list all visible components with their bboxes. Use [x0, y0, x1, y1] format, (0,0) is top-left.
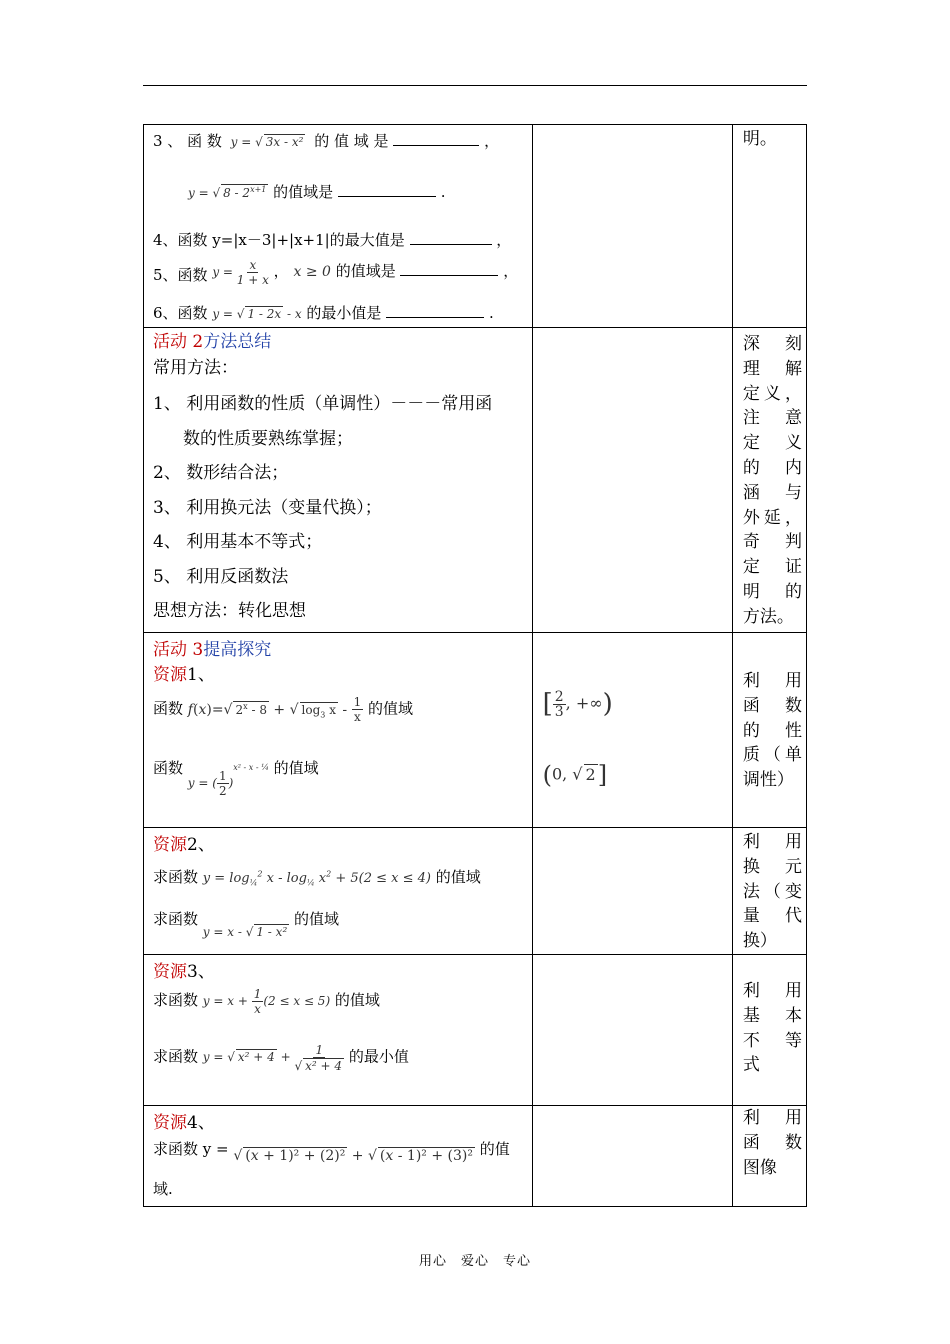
note-line: 深 刻: [742, 334, 802, 354]
note-line: 奇 判: [742, 532, 802, 553]
methods-list: [153, 387, 526, 629]
activity-name: 方法总结: [203, 332, 272, 352]
note-line: 利 用: [742, 980, 802, 1001]
answer-blank[interactable]: [400, 261, 498, 276]
note-line: 图像: [742, 1157, 777, 1178]
resource-2-label: [153, 830, 215, 855]
formula-r2b: y = x - √ 1 - x²: [202, 925, 288, 939]
note-line: 注 意: [742, 408, 802, 429]
note-line: 定义，: [742, 383, 802, 404]
content-cell: [144, 328, 533, 633]
question-label: 函数: [153, 759, 184, 777]
formula-3b: y = √ $8 - 2^{x+1}$: [188, 185, 267, 200]
question-suffix: 的值域: [334, 990, 380, 1009]
resource-number: 2、: [187, 835, 215, 855]
question-label: 求函数: [153, 990, 199, 1009]
content-cell: [144, 125, 533, 328]
table-row: [144, 125, 807, 328]
question-suffix: 的值域: [435, 868, 481, 886]
lesson-table: [143, 124, 807, 1207]
note-line: 定 证: [742, 557, 802, 578]
note-line: 方法。: [742, 606, 794, 627]
note-line: 量 代: [742, 906, 802, 927]
problem-6-text: 的最小值是: [306, 304, 382, 322]
resource-word: 资源: [153, 1112, 187, 1133]
thought-method: 思想方法：转化思想: [153, 601, 306, 621]
note-line: 的 内: [742, 457, 802, 478]
punct: ，: [273, 262, 289, 280]
activity-2-title: [153, 330, 526, 354]
formula-r3a: y = x + $\frac{1}{x}$ (2 ≤ x ≤ 5): [202, 986, 331, 1016]
activity-3-title: [153, 635, 271, 660]
answer-cell: [532, 954, 732, 1105]
answer-cell: [532, 328, 732, 633]
formula-r1b: y = ( 1 2 )x² - x - ¼: [187, 763, 269, 798]
resource-number: 4、: [187, 1112, 215, 1133]
note-line: 利 用: [742, 1107, 802, 1128]
note-line: 质（单: [742, 745, 802, 766]
note-line: 明 的: [742, 581, 802, 602]
header-rule: [143, 85, 807, 86]
methods-intro: 常用方法：: [153, 358, 238, 378]
resource-word: 资源: [153, 961, 187, 982]
problem-4: 4、函数 y=|x－3|+|x+1|的最大值是: [153, 231, 405, 249]
formula-3a: y = √ 3x - x²: [230, 135, 304, 149]
note-line: 利 用: [742, 832, 802, 852]
table-row: [144, 1105, 807, 1206]
note-line: 函 数: [742, 1132, 802, 1153]
page-footer: 用心 爱心 专心: [418, 1254, 531, 1269]
resource-1-label: [153, 660, 215, 685]
method-1: 1、 利用函数的性质（单调性）－－－常用函: [153, 394, 493, 414]
question-label: 求函数: [153, 910, 199, 928]
problem-3-text-b: 的值域是: [273, 183, 334, 201]
problem-3-text: 的 值 域 是: [314, 132, 389, 150]
note-line: 涵 与: [742, 482, 802, 503]
question-label: 求函数: [153, 1047, 199, 1066]
answer-cell: [532, 125, 732, 328]
note-line: 理 解: [742, 358, 802, 379]
resource-number: 1、: [187, 665, 215, 685]
question-suffix: 的值: [479, 1139, 510, 1158]
method-5: 5、 利用反函数法: [153, 566, 289, 587]
resource-3-label: [153, 957, 215, 982]
formula-r4: √ (x + 1)² + (2)² + √ (x - 1)² + (3)²: [233, 1147, 473, 1164]
answer-2: (0, √ 2]: [542, 761, 608, 789]
note-line: 式: [742, 1055, 760, 1076]
note-cell: [732, 633, 806, 828]
formula-r3b: y = √ x² + 4 + $\frac{1}{\text{√ x² + 4}}$: [202, 1042, 343, 1073]
punct: ，: [484, 132, 500, 150]
punct: ，: [503, 262, 519, 280]
note-line: 定 义: [742, 433, 802, 454]
content-cell: [144, 1105, 533, 1206]
content-cell: [144, 828, 533, 955]
note-line: 换 元: [742, 856, 802, 877]
answer-cell: [532, 1105, 732, 1206]
activity-number: 活动 3: [153, 640, 204, 660]
answer-blank[interactable]: [410, 230, 492, 245]
note-text: 明。: [742, 129, 777, 149]
condition-5: x ≥ 0: [293, 264, 331, 280]
answer-cell: [532, 828, 732, 955]
answer-blank[interactable]: [393, 131, 479, 146]
question-label: 求函数 y =: [153, 1139, 229, 1158]
method-1-cont: 数的性质要熟练掌握；: [183, 428, 353, 449]
punct: .: [440, 183, 446, 201]
resource-word: 资源: [153, 665, 187, 685]
punct: .: [488, 304, 494, 322]
question-suffix: 的最小值: [348, 1047, 409, 1066]
table-row: [144, 954, 807, 1105]
resource-word: 资源: [153, 835, 187, 855]
question-suffix: 的值域: [294, 910, 340, 928]
problem-3-label: 3 、 函 数: [153, 132, 222, 150]
activity-name: 提高探究: [203, 640, 272, 660]
formula-6: y = √ 1 - 2x - x: [212, 307, 302, 321]
note-line: 的 性: [742, 720, 802, 741]
resource-number: 3、: [187, 961, 215, 982]
table-row: [144, 828, 807, 955]
note-line: 利 用: [742, 671, 802, 691]
question-label: 函数: [153, 699, 184, 718]
punct: ，: [496, 231, 512, 249]
answer-blank[interactable]: [338, 182, 436, 197]
note-cell: [732, 125, 806, 328]
note-line: 外延，: [742, 507, 802, 528]
note-cell: [732, 328, 806, 633]
problem-6-label: 6、函数: [153, 304, 208, 322]
note-line: 不 等: [742, 1030, 802, 1051]
activity-number: 活动 2: [153, 332, 204, 352]
method-3: 3、 利用换元法（变量代换）；: [153, 497, 382, 518]
note-cell: [732, 828, 806, 955]
question-suffix-cont: 域.: [153, 1179, 173, 1198]
question-suffix: 的值域: [273, 759, 319, 777]
note-cell: [732, 954, 806, 1105]
formula-r2a: $y = \log_{\frac{1}{4}}^2 x - \log_{\frac{1}{4}} x^2 + 5(2 \le x \le 4)$: [202, 869, 431, 888]
question-label: 求函数: [153, 868, 199, 886]
note-line: 调性）: [742, 770, 794, 791]
note-lines: [733, 328, 806, 630]
problem-5-text: 的值域是: [335, 262, 396, 280]
table-row: [144, 633, 807, 828]
note-line: 换）: [742, 931, 777, 952]
note-line: 函 数: [742, 695, 802, 716]
question-suffix: 的值域: [368, 699, 414, 718]
method-2: 2、 数形结合法；: [153, 463, 289, 483]
note-line: 法（变: [742, 881, 802, 902]
note-line: 基 本: [742, 1005, 802, 1026]
answer-cell: [532, 633, 732, 828]
formula-r1a: f(x)=√ 2$^x$ - 8 + √ $\log_3 x$ - $\frac{1}{x}$: [187, 695, 362, 724]
content-cell: [144, 954, 533, 1105]
content-cell: [144, 633, 533, 828]
answer-blank[interactable]: [386, 303, 484, 318]
table-row: [144, 328, 807, 633]
method-4: 4、 利用基本不等式；: [153, 532, 323, 552]
resource-4-label: [153, 1108, 215, 1133]
problem-5-label: 5、函数: [153, 266, 208, 284]
formula-5: y = $\frac{x}{1 + x}$: [212, 258, 269, 287]
note-cell: [732, 1105, 806, 1206]
answer-1: [ $\frac{2}{3}$ , +∞): [542, 688, 613, 720]
